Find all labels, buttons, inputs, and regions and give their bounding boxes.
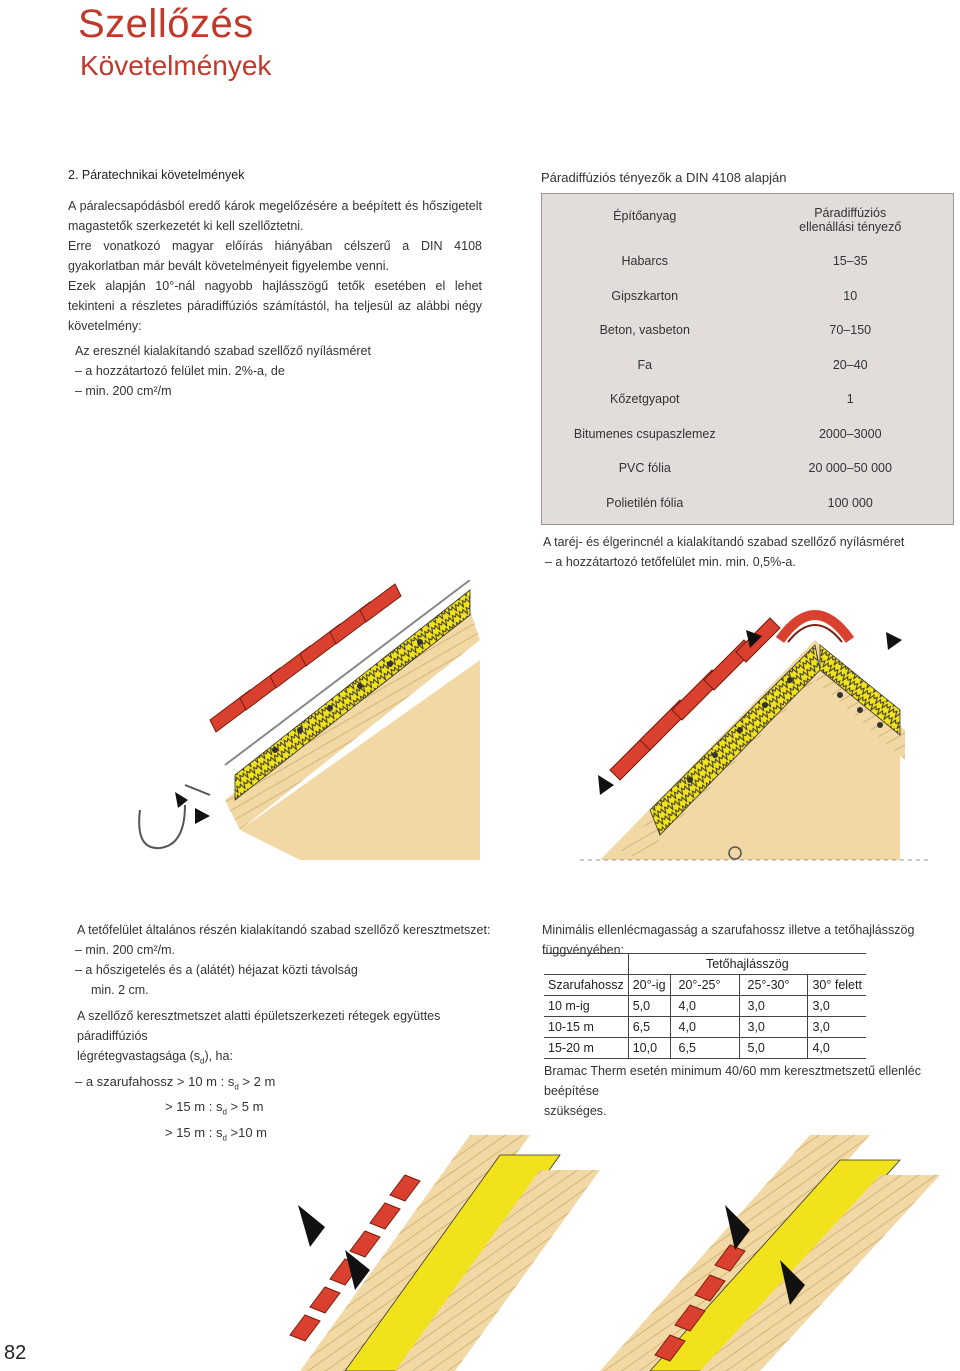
diffusion-material: Polietilén fólia bbox=[606, 495, 684, 510]
diffusion-value: 10 bbox=[843, 288, 858, 303]
lath-cell: 5,0 bbox=[739, 1038, 808, 1059]
eaves-req-line: – a hozzátartozó felület min. 2%-a, de bbox=[75, 364, 285, 378]
header-factor-line: ellenállási tényező bbox=[799, 220, 902, 234]
cs-subscript: d bbox=[222, 1133, 227, 1143]
lath-table bbox=[544, 953, 866, 1059]
cs-text: > 15 m : s bbox=[165, 1124, 223, 1140]
lath-col-header: Szarufahossz bbox=[544, 975, 628, 996]
header-material: Építőanyag bbox=[613, 209, 677, 223]
diffusion-table-row bbox=[542, 358, 953, 372]
diffusion-table-row bbox=[542, 323, 953, 337]
cs-line: A tetőfelület általános részén kialakítandó szabad szellőző keresztmetszet: bbox=[77, 923, 491, 937]
diffusion-material: Gipszkarton bbox=[611, 288, 679, 303]
lath-cell: 10-15 m bbox=[544, 1017, 628, 1038]
cs-text: > 5 m bbox=[226, 1099, 264, 1115]
right-roof-section bbox=[600, 1135, 940, 1371]
paragraph-3: Ezek alapján 10°-nál nagyobb hajlásszögű tetők esetében el lehet tekinteni a részletes páradiffúziós számítástól, ha teljesül az alábbi négy követelmény: bbox=[68, 279, 482, 333]
cs-subscript: d bbox=[222, 1107, 227, 1117]
diffusion-table-row bbox=[542, 392, 953, 406]
eaves-detail bbox=[139, 580, 480, 860]
diffusion-value: 15–35 bbox=[832, 254, 868, 268]
left-roof-section bbox=[290, 1135, 600, 1371]
lath-table-title: Minimális ellenlécmagasság a szarufahossz illetve a tetőhajlásszög függvényében: bbox=[542, 923, 915, 957]
diffusion-table-row bbox=[542, 427, 953, 441]
cs-line bbox=[75, 1072, 491, 1098]
cs-text: – a szarufahossz > 10 m : s bbox=[75, 1073, 235, 1089]
eaves-ridge-illustration bbox=[0, 580, 960, 880]
lath-cell: 3,0 bbox=[808, 996, 866, 1017]
diffusion-value: 70–150 bbox=[829, 323, 872, 337]
cs-subscript: d bbox=[234, 1082, 239, 1092]
cs-line: – a hőszigetelés és a (alátét) héjazat közti távolság bbox=[75, 963, 358, 977]
diffusion-table-row bbox=[542, 289, 953, 303]
diffusion-table-row bbox=[542, 254, 953, 268]
lath-cell: 4,0 bbox=[808, 1038, 866, 1059]
diffusion-table-title: Páradiffúziós tényezők a DIN 4108 alapján bbox=[541, 170, 787, 185]
diffusion-table-row bbox=[542, 461, 953, 475]
lath-group-header: Tetőhajlásszög bbox=[628, 954, 866, 975]
lath-col-header: 30° felett bbox=[808, 975, 866, 996]
ridge-req-line: – a hozzátartozó tetőfelület min. min. 0,5%-a. bbox=[545, 555, 796, 569]
cs-line: – min. 200 cm²/m. bbox=[75, 943, 176, 957]
eaves-req-line: – min. 200 cm²/m bbox=[75, 384, 172, 398]
cs-text: > 15 m : s bbox=[165, 1099, 223, 1115]
page-subtitle: Követelmények bbox=[80, 50, 272, 81]
diffusion-value: 20 000–50 000 bbox=[808, 461, 892, 475]
lath-cell: 5,0 bbox=[628, 996, 670, 1017]
cs-subscript: d bbox=[200, 1056, 205, 1066]
lath-cell: 3,0 bbox=[739, 1017, 808, 1038]
diffusion-material: Beton, vasbeton bbox=[599, 323, 690, 337]
diffusion-value: 1 bbox=[846, 392, 854, 406]
cs-line bbox=[165, 1097, 491, 1123]
lath-note bbox=[544, 1061, 960, 1121]
lath-empty-cell bbox=[544, 954, 628, 975]
page-number: 82 bbox=[4, 1342, 27, 1364]
paragraph-1: A páralecsapódásból eredő károk megelőzésére a beépített és hőszigetelt magastetők szerkezetét ki kell szellőztetni. bbox=[68, 199, 482, 233]
lath-cell: 4,0 bbox=[670, 1017, 739, 1038]
diffusion-material: Kőzetgyapot bbox=[610, 392, 680, 406]
lath-cell: 4,0 bbox=[670, 996, 739, 1017]
lath-col-header: 25°-30° bbox=[739, 975, 808, 996]
diffusion-material: Fa bbox=[637, 357, 653, 372]
lath-cell: 6,5 bbox=[670, 1038, 739, 1059]
diffusion-value: 100 000 bbox=[827, 495, 873, 510]
cross-section-block bbox=[77, 920, 491, 1148]
diffusion-table-row bbox=[542, 496, 953, 510]
lath-col-header: 20°-ig bbox=[628, 975, 670, 996]
section-heading: 2. Páratechnikai követelmények bbox=[68, 168, 245, 182]
roof-section-illustration bbox=[270, 1135, 960, 1371]
lath-cell: 3,0 bbox=[808, 1017, 866, 1038]
lath-cell: 6,5 bbox=[628, 1017, 670, 1038]
cs-text: >10 m bbox=[226, 1124, 268, 1140]
ridge-req-line: A taréj- és élgerincnél a kialakítandó szabad szellőző nyílásméret bbox=[543, 535, 905, 549]
lath-note-line: Bramac Therm esetén minimum 40/60 mm keresztmetszetű ellenléc beépítése bbox=[544, 1064, 921, 1098]
cs-line bbox=[77, 1046, 491, 1072]
diffusion-material: Habarcs bbox=[621, 254, 669, 268]
lath-table-row bbox=[544, 1017, 866, 1038]
cs-line: min. 2 cm. bbox=[91, 983, 149, 997]
paragraph-2: Erre vonatkozó magyar előírás hiányában célszerű a DIN 4108 gyakorlatban már bevált követelményeit figyelembe venni. bbox=[68, 239, 482, 273]
lath-table-row bbox=[544, 996, 866, 1017]
lath-table-row bbox=[544, 1038, 866, 1059]
ridge-detail bbox=[580, 615, 930, 860]
cs-text: > 2 m bbox=[238, 1073, 276, 1089]
diffusion-value: 20–40 bbox=[832, 357, 868, 372]
cs-text: ), ha: bbox=[204, 1049, 233, 1063]
lath-group-row bbox=[544, 954, 866, 975]
lath-note-line: szükséges. bbox=[544, 1104, 607, 1118]
eaves-requirements bbox=[75, 341, 371, 401]
diffusion-material: Bitumenes csupaszlemez bbox=[573, 426, 716, 441]
diffusion-table-header bbox=[542, 206, 953, 234]
header-factor bbox=[748, 206, 954, 234]
page-title: Szellőzés bbox=[78, 2, 254, 46]
diffusion-value: 2000–3000 bbox=[818, 426, 882, 441]
header-factor-line: Páradiffúziós bbox=[814, 206, 887, 220]
lath-header-row bbox=[544, 975, 866, 996]
lath-cell: 15-20 m bbox=[544, 1038, 628, 1059]
lath-cell: 3,0 bbox=[739, 996, 808, 1017]
diffusion-material: PVC fólia bbox=[618, 461, 671, 475]
eaves-req-line: Az eresznél kialakítandó szabad szellőző nyílásméret bbox=[75, 344, 371, 358]
ridge-requirements bbox=[543, 532, 904, 572]
cs-line: A szellőző keresztmetszet alatti épületszerkezeti rétegek együttes páradiffúziós bbox=[77, 1009, 441, 1043]
lath-cell: 10 m-ig bbox=[544, 996, 628, 1017]
cs-text: légrétegvastagsága (s bbox=[77, 1049, 200, 1063]
lath-cell: 10,0 bbox=[628, 1038, 670, 1059]
lath-col-header: 20°-25° bbox=[670, 975, 739, 996]
diffusion-table bbox=[541, 193, 954, 525]
